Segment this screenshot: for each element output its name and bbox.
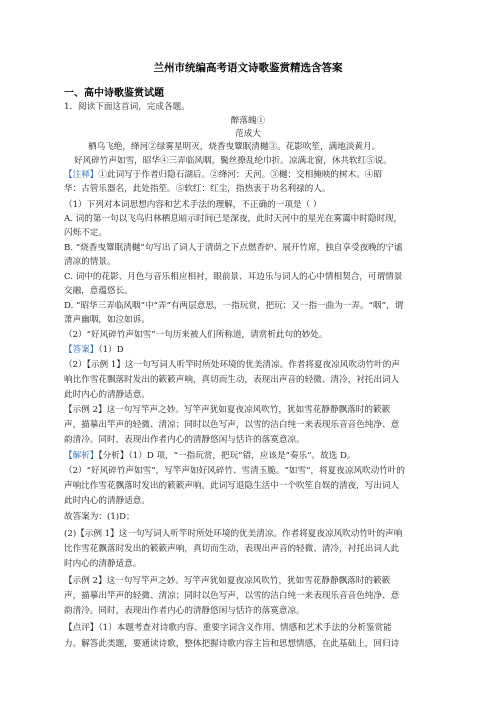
option-a-line-2: 闪烁不定。 — [64, 228, 107, 238]
sub-question-2: （2）“好风碎竹声如雪”一句历来被人们所称道，请赏析此句的妙处。 — [64, 330, 328, 340]
option-a-line-1: A. 词的第一句以飞鸟归林栖息暗示时间已是深夜，此时天河中的星光在雾霭中时隐时现， — [64, 214, 403, 224]
option-d-line-1: D. “昭华三弄临风咽”中“弄”有两层意思，一指玩赏，把玩；又一指一曲为一弄。“咽”，谓 — [64, 301, 404, 311]
analysis-line-2: （2）“好风碎竹声如雪”，写竿声如好风碎竹、雪清玉脆。“如雪”，将夏夜凉风吹动竹叶的 — [64, 466, 406, 476]
note-line-1 — [64, 171, 434, 180]
option-c-line-2: 交融，意蕴悠长。 — [64, 286, 133, 296]
final-answer-label: 故答案为：(1)D； — [64, 512, 135, 522]
poem-line-1: 栖乌飞绝，绛河②绿雾星明灭，烧香曳簟眠清樾③。花影吹笙，满地淡黄月。 — [88, 142, 381, 152]
repeat-example-1-line-3: 时内心的清静适意。 — [64, 559, 142, 569]
document-title: 兰州市统编高考语文诗歌鉴赏精选含答案 — [153, 62, 343, 74]
option-b-line-2: 清凉的情景。 — [64, 257, 116, 267]
repeat-example-2-line-1: 【示例 2】这一句写竿声之妙。写竿声犹如夏夜凉风吹竹，犹如雪花静静飘落时的簌簌 — [64, 576, 391, 586]
note-tag: 【注释】 — [64, 170, 99, 180]
note-text-1: ①此词写于作者归隐石湖后。②绛河：天河。③樾：交相掩映的树木。④昭 — [98, 170, 382, 180]
analysis-line-3: 声响比作雪花飘落时发出的簌簌声响。此词写退隐生活中一个吹笙自娱的清夜，写出词人 — [64, 481, 400, 491]
analysis-line-1 — [64, 452, 434, 461]
analysis-text-1: 【分析】（1）D 项，“一指玩赏，把玩”错，应该是“奏乐”。故选 D。 — [98, 451, 356, 461]
example-2-line-3: 韵清冷。同时，表现出作者内心的清静悠闲与恬许的落寞意凉。 — [64, 435, 305, 445]
analysis-line-4: 此时内心的清静适意。 — [64, 496, 150, 506]
answer-text: （1）D — [98, 345, 124, 355]
poem-line-2: 好风碎竹声如雪，昭华④三弄临风咽。鬓丝撩乱纶巾折。凉满北窗，休共软红⑤说。 — [74, 156, 392, 166]
answer-2-line-1: （2）【示例 1】这一句写词人听竿时所处环境的优美清凉。作者将夏夜凉风吹动竹叶的声 — [64, 360, 400, 370]
repeat-example-1-line-2: 比作雪花飘落时发出的簌簌声响，真切而生动，表现出声音的轻微、清冷，衬托出词人此 — [64, 544, 400, 554]
answer-line — [64, 346, 434, 355]
example-2-line-2: 声，描摹出竿声的轻微、清凉；同时以色写声，以雪的洁白纯一来表现乐音音色纯净、意 — [64, 420, 400, 430]
option-d-line-2: 萧声幽咽，如泣如诉。 — [64, 315, 150, 325]
answer-2-line-2: 响比作雪花飘落时发出的簌簌声响，真切而生动，表现出声音的轻微、清冷，衬托出词人 — [64, 375, 400, 385]
question-intro: 1．阅读下面这首词，完成各题。 — [64, 102, 190, 112]
repeat-example-2-line-2: 声，描摹出竿声的轻微、清凉；同时以色写声，以雪的洁白纯一来表现乐音音色纯净、意 — [64, 591, 400, 601]
answer-tag: 【答案】 — [64, 345, 99, 355]
comment-line-1: 【点评】（1）本题考查对诗歌内容、重要字词含义作用、情感和艺术手法的分析鉴赏能 — [64, 623, 392, 633]
option-c-line-1: C. 词中的花影、月色与音乐相应相衬，眼前景、耳边乐与词人的心中情相契合，可谓情景 — [64, 272, 403, 282]
poem-author: 范成大 — [235, 129, 261, 139]
example-2-line-1: 【示例 2】这一句写竿声之妙。写竿声犹如夏夜凉风吹竹，犹如雪花静静飘落时的簌簌 — [64, 405, 391, 415]
note-line-2: 华：古管乐器名，此处指笙。⑤软红：红尘，指热衷于功名利禄的人。 — [64, 184, 331, 194]
sub-question-1: （1）下列对本词思想内容和艺术手法的理解，不正确的一项是（ ） — [64, 200, 322, 210]
analysis-tag: 【解析】 — [64, 451, 99, 461]
poem-title: 醉落魄① — [230, 116, 266, 126]
repeat-example-2-line-3: 韵清冷。同时，表现出作者内心的清静悠闲与恬许的落寞意凉。 — [64, 606, 305, 616]
comment-line-2: 力。解答此类题，要通读诗歌，整体把握诗歌内容主旨和思想情感，在此基础上，回归诗 — [64, 639, 400, 649]
section-heading: 一、高中诗歌鉴赏试题 — [64, 88, 164, 99]
answer-2-line-3: 此时内心的清静适意。 — [64, 390, 150, 400]
option-b-line-1: B. “烧香曳簟眠清樾”句写出了词人于清荫之下点燃香炉、展开竹席，独自享受夜晚的宁谧 — [64, 243, 403, 253]
repeat-example-1-line-1: (2)【示例 1】这一句写词人听竿时所处环境的优美清凉。作者将夏夜凉风吹动竹叶的声响 — [64, 529, 403, 539]
